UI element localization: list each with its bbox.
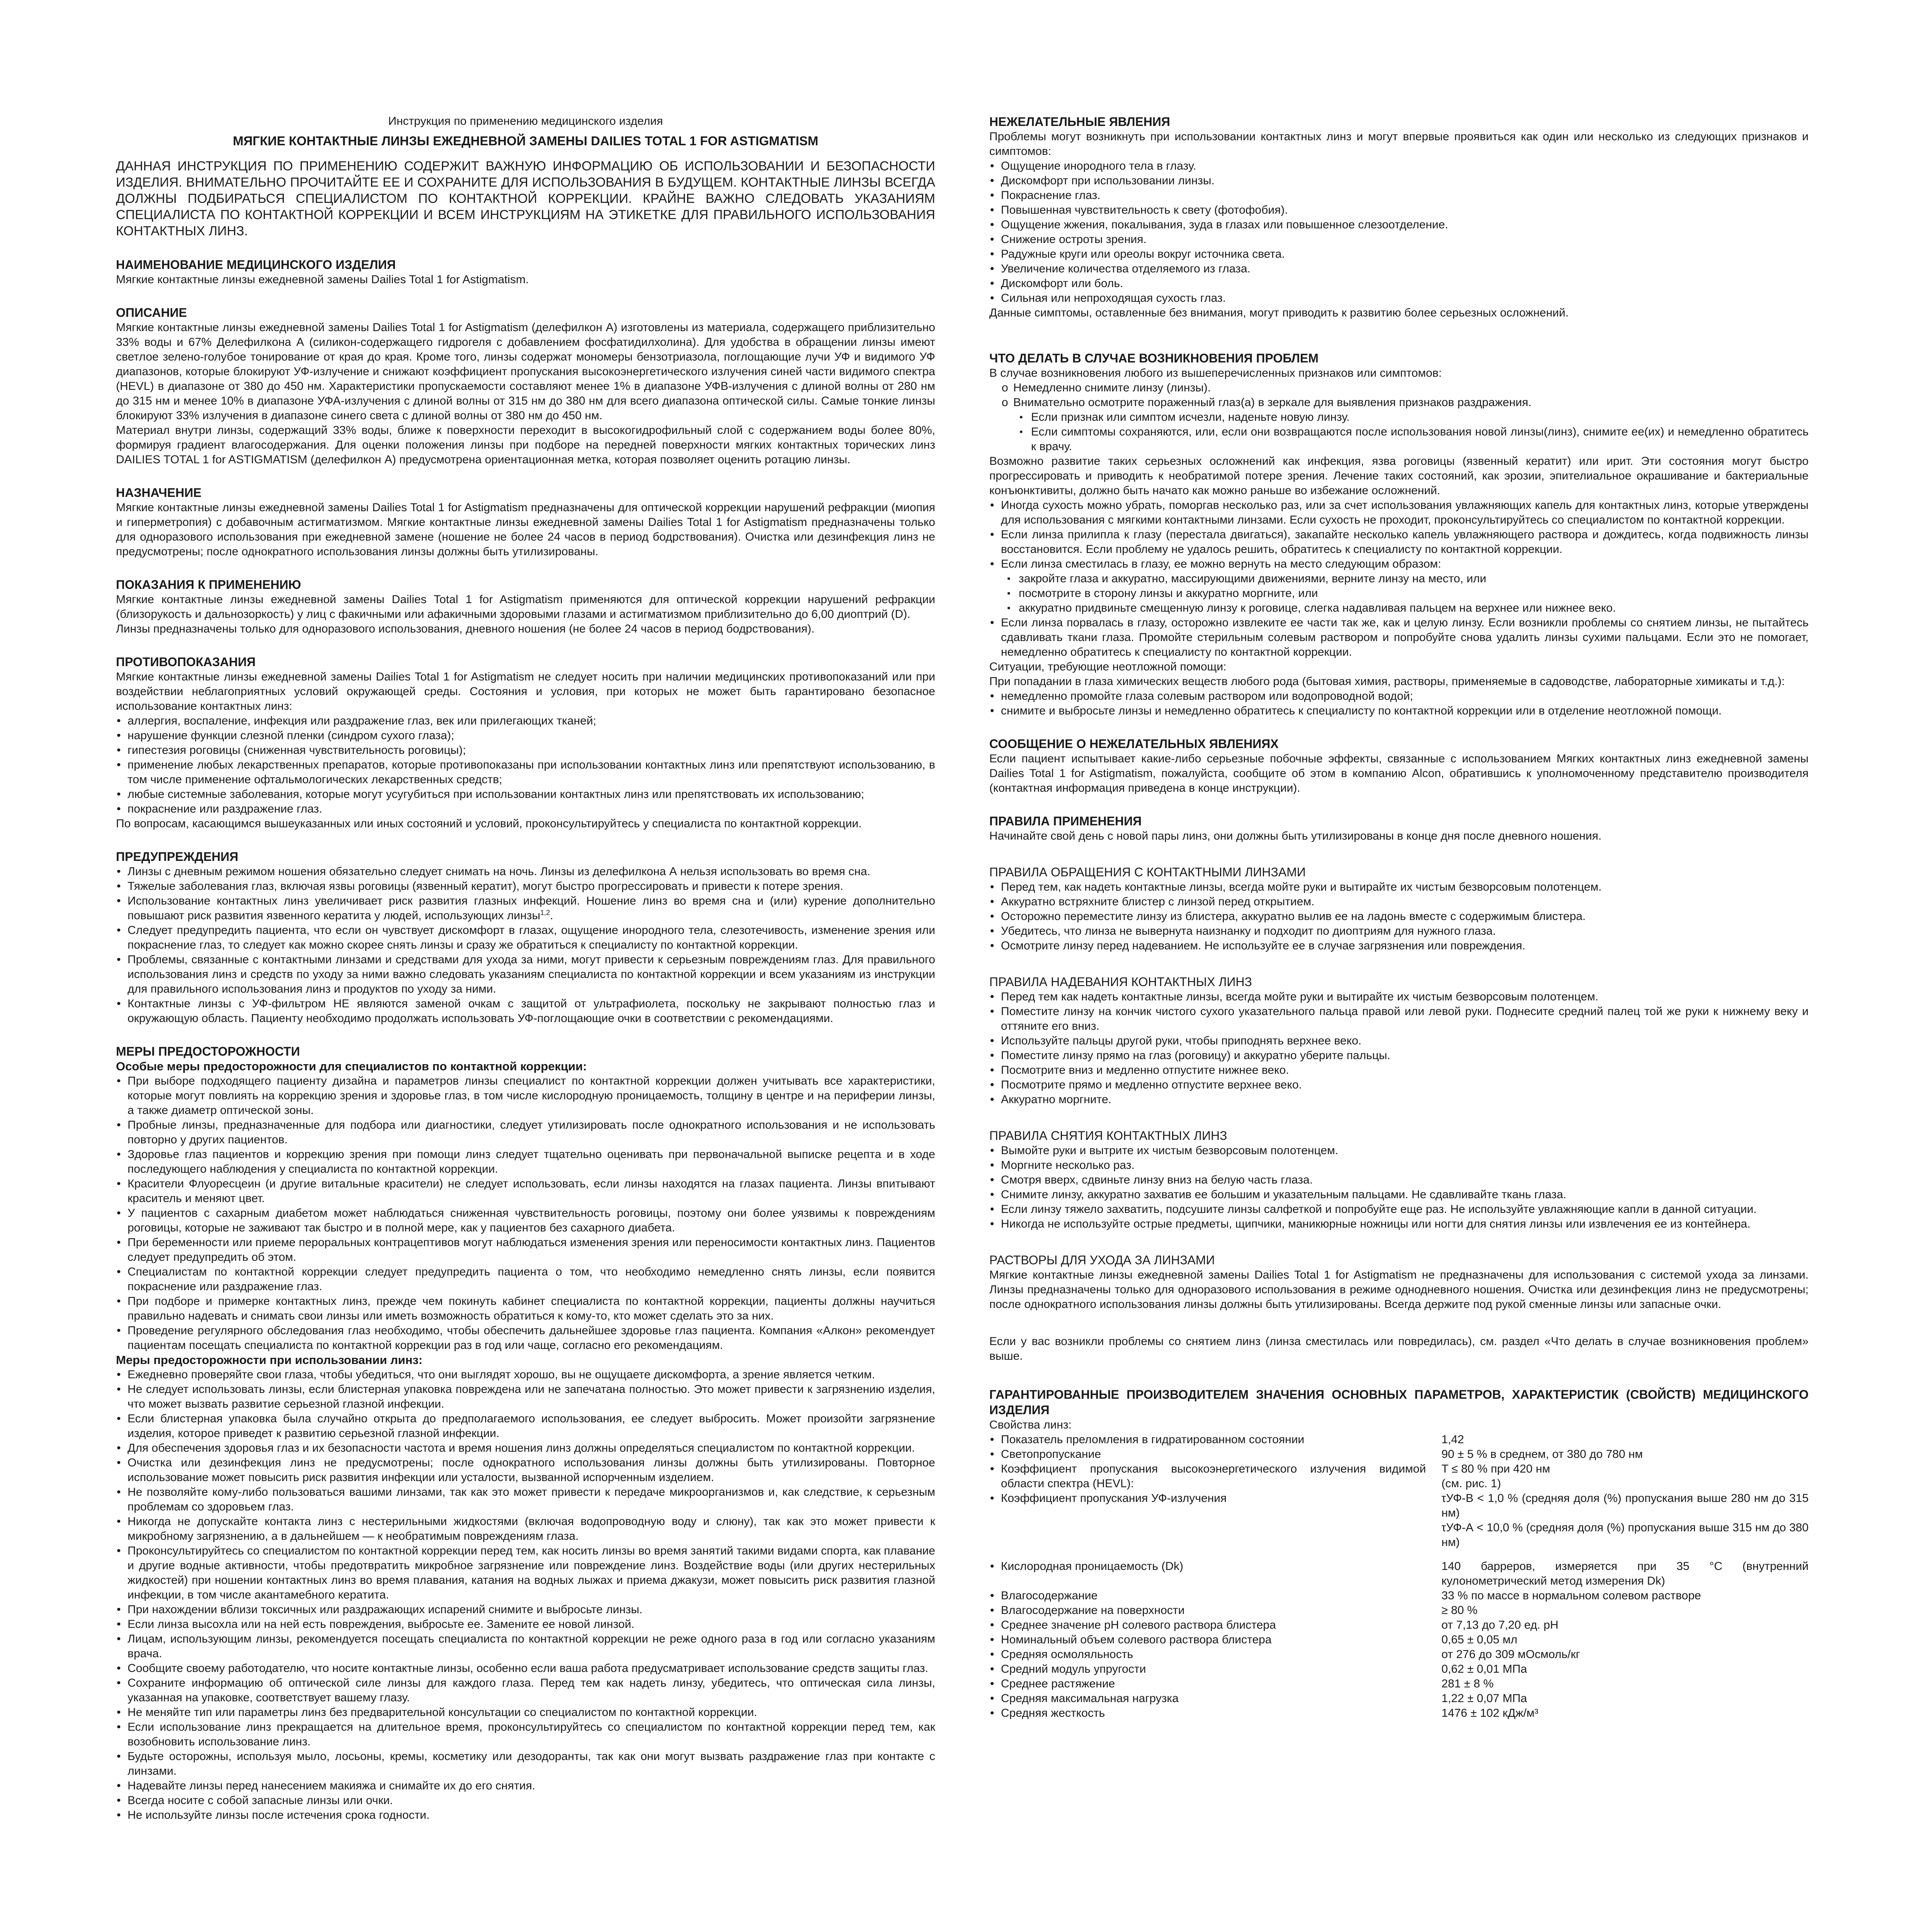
description-p2: Материал внутри линзы, содержащий 33% воды, ближе к поверхности переходит в высокогидрофильный слой с содержанием воды более 80%, формируя градиент влагосодержания. Для оценки положения линзы при подборе на передней поверхности мягких контактных торических линз DAILIES TOTAL 1 for ASTIGMATISM (делефилкон А) предусмотрена ориентационная метка, которая позволяет оценить ротацию линзы.	[116, 424, 935, 466]
problems-urgent: Ситуации, требующие неотложной помощи:	[989, 660, 1227, 673]
name-text: Мягкие контактные линзы ежедневной замены Dailies Total 1 for Astigmatism.	[116, 273, 529, 286]
left-column	[116, 114, 935, 1823]
description-p1: Мягкие контактные линзы ежедневной замены Dailies Total 1 for Astigmatism (делефилкон А) изготовлены из материала, содержащего приблизительно 33% воды и 67% Делефилкона А (силикон-содержащего гидрогеля с добавлением фосфатидилхолина). Для удобства в обращении линзы имеют светлое зелено-голубое тонирование от края до края. Кроме того, линзы содержат мономеры бензотриазола, поглощающие лучи УФ и видимого УФ диапазонов, которые блокируют УФ-излучение и снижают коэффициент пропускания высокоэнергетического излучения синей части видимого спектра (HEVL) в диапазоне от 380 до 450 нм. Характеристики пропускаемости составляют менее 1% в диапазоне УФВ-излучения с длиной волны от 280 нм до 315 нм и менее 10% в диапазоне УФА-излучения с длиной волны от 315 нм до 380 нм для всего диапазона оптической силы. Самые тонкие линзы блокируют 33% излучения в диапазоне синего света с длиной волны от 380 нм до 450 нм.	[116, 321, 935, 422]
list-item: • Лицам, использующим линзы, рекомендуется посещать специалиста по контактной коррекции не реже одного раза в год или согласно указаниям врача.	[116, 1632, 935, 1661]
list-item: • Сообщите своему работодателю, что носите контактные линзы, особенно если ваша работа предусматривает использование средств защиты глаз.	[116, 1661, 935, 1676]
list-item: • У пациентов с сахарным диабетом может наблюдаться сниженная чувствительность роговицы, поэтому они более уязвимы к повреждениям роговицы, которые не заживают так быстро и в полной мере, как у пациентов без сахарного диабета.	[116, 1206, 935, 1235]
list-item: • Тяжелые заболевания глаз, включая язвы роговицы (язвенный кератит), могут быстро прогрессировать и привести к потере зрения.	[116, 879, 935, 894]
params-label: Свойства линз:	[989, 1418, 1072, 1431]
list-item: • Пробные линзы, предназначенные для подбора или диагностики, следует утилизировать после однократного использования и не использовать повторно у других пациентов.	[116, 1118, 935, 1147]
table-row	[989, 1618, 1809, 1633]
list-item: • Иногда сухость можно убрать, поморгав несколько раз, или за счет использования увлажняющих капель для контактных линз, которые утверждены для использования с мягкими контактными линзами. Если сухость не проходит, проконсультируйтесь со специалистом по контактной коррекции.	[989, 498, 1809, 527]
list-item: • Для обеспечения здоровья глаз и их безопасности частота и время ношения линз должны определяться специалистом по контактной коррекции.	[116, 1441, 935, 1456]
list-item: • При подборе и примерке контактных линз, прежде чем покинуть кабинет специалиста по контактной коррекции, пациенты должны научиться правильно надевать и снимать свои линзы или иметь возможность обратиться к кому-то, кто может сделать это за них.	[116, 1294, 935, 1323]
doc-title: МЯГКИЕ КОНТАКТНЫЕ ЛИНЗЫ ЕЖЕДНЕВНОЙ ЗАМЕНЫ DAILIES TOTAL 1 FOR ASTIGMATISM	[233, 134, 818, 148]
param-value: от 7,13 до 7,20 ед. pH	[1441, 1619, 1559, 1631]
param-name: • Среднее растяжение	[989, 1677, 1441, 1691]
list-item: • Дискомфорт или боль.	[989, 276, 1809, 291]
table-row	[989, 1633, 1809, 1647]
insertion-heading: ПРАВИЛА НАДЕВАНИЯ КОНТАКТНЫХ ЛИНЗ	[989, 975, 1252, 989]
param-value: от 276 до 309 мОсмоль/кг	[1441, 1648, 1580, 1661]
list-item: ▪ закройте глаза и аккуратно, массирующими движениями, верните линзу на место, или	[989, 571, 1809, 586]
list-item: • Здоровье глаз пациентов и коррекцию зрения при помощи линз следует тщательно оценивать при первоначальной выписке рецепта и в ходе последующего наблюдения у специалиста по контактной коррекции.	[116, 1147, 935, 1177]
precautions-use-list	[116, 1367, 935, 1823]
list-item: • Всегда носите с собой запасные линзы или очки.	[116, 1793, 935, 1808]
list-item: • Дискомфорт при использовании линзы.	[989, 173, 1809, 188]
list-item: • Специалистам по контактной коррекции следует предупредить пациента о том, что необходимо немедленно снять линзы, если появится покраснение или раздражение глаз.	[116, 1265, 935, 1294]
list-item: • Если линза сместилась в глазу, ее можно вернуть на место следующим образом:	[989, 557, 1809, 571]
param-value: 1,42	[1441, 1433, 1464, 1446]
list-item: o Внимательно осмотрите пораженный глаз(а) в зеркале для выявления признаков раздражения.	[989, 395, 1809, 410]
param-value: 0,65 ± 0,05 мл	[1441, 1633, 1518, 1646]
param-name: • Средняя максимальная нагрузка	[989, 1691, 1441, 1706]
param-value: 1476 ± 102 кДж/м³	[1441, 1707, 1538, 1719]
list-item: • Радужные круги или ореолы вокруг источника света.	[989, 247, 1809, 262]
list-item: • Использование контактных линз увеличивает риск развития глазных инфекций. Ношение линз во время сна и (или) курение дополнительно повышают риск развития язвенного кератита у людей, использующих линзы$^{1,2}$.	[116, 894, 935, 923]
problems-intro: В случае возникновения любого из вышеперечисленных признаков или симптомов:	[989, 367, 1442, 379]
param-name: • Кислородная проницаемость (Dk)	[989, 1559, 1441, 1588]
param-name: • Влагосодержание на поверхности	[989, 1603, 1441, 1618]
param-name: • Средний модуль упругости	[989, 1662, 1441, 1677]
list-item: • Если линза порвалась в глазу, осторожно извлеките ее части так же, как и целую линзу. Если возникли проблемы со снятием линзы, не пытайтесь сдавливать ткани глаза. Промойте стерильным солевым раствором и попробуйте снова удалить линзы сухими пальцами. Если это не помогает, немедленно обратитесь к специалисту по контактной коррекции.	[989, 616, 1809, 660]
list-item: • снимите и выбросьте линзы и немедленно обратитесь к специалисту по контактной коррекции или в отделение неотложной помощи.	[989, 704, 1809, 718]
list-item: • Если блистерная упаковка была случайно открыта до предполагаемого использования, ее следует выбросить. Может произойти загрязнение изделия, которое приведет к развитию серьезной глазной инфекции.	[116, 1412, 935, 1441]
table-row	[989, 1588, 1809, 1603]
param-name: • Средняя жесткость	[989, 1706, 1441, 1721]
precautions-spec-heading: Особые меры предосторожности для специалистов по контактной коррекции:	[116, 1060, 587, 1073]
list-item: • Очистка или дезинфекция линз не предусмотрены; после однократного использования линзы должны быть утилизированы. Повторное использование может повысить риск развития инфекции или усталости, вызванной испорченным изделием.	[116, 1456, 935, 1485]
param-value: 281 ± 8 %	[1441, 1677, 1494, 1690]
table-row	[989, 1559, 1809, 1588]
param-name: • Светопропускание	[989, 1447, 1441, 1462]
purpose-heading: НАЗНАЧЕНИЕ	[116, 486, 202, 500]
indications-p1: Мягкие контактные линзы ежедневной замены Dailies Total 1 for Astigmatism применяются для оптической коррекции нарушений рефракции (близорукость и дальнозоркость) у лиц с факичными или афакичными здоровыми глазами и астигматизмом приблизительно до 6,00 диоптрий (D).	[116, 593, 935, 621]
param-name: • Показатель преломления в гидратированном состоянии	[989, 1432, 1441, 1447]
reporting-text: Если пациент испытывает какие-либо серьезные побочные эффекты, связанные с использованием Мягких контактных линз ежедневной замены Dailies Total 1 for Astigmatism, пожалуйста, сообщите об этом в компанию Alcon, обратившись к уполномоченному представителю производителя (контактная информация приведена в конце инструкции).	[989, 752, 1809, 794]
list-item: • Перед тем, как надеть контактные линзы, всегда мойте руки и вытирайте их чистым безворсовым полотенцем.	[989, 880, 1809, 895]
list-item: • Вымойте руки и вытрите их чистым безворсовым полотенцем.	[989, 1143, 1809, 1158]
param-name: • Коэффициент пропускания высокоэнергетического излучения видимой области спектра (HEVL):	[989, 1462, 1441, 1491]
table-row	[989, 1603, 1809, 1618]
table-row	[989, 1677, 1809, 1691]
precautions-spec-list	[116, 1074, 935, 1353]
indications-p2: Линзы предназначены только для одноразового использования, дневного ношения (не более 24 часов в период бодрствования).	[116, 622, 815, 636]
list-item: • При нахождении вблизи токсичных или раздражающих испарений снимите и выбросьте линзы.	[116, 1602, 935, 1617]
indications-heading: ПОКАЗАНИЯ К ПРИМЕНЕНИЮ	[116, 578, 301, 592]
list-item: • Проведение регулярного обследования глаз необходимо, чтобы обеспечить дальнейшее здоровье глаз пациента. Компания «Алкон» рекомендует пациентам посещать специалиста по контактной коррекции раз в год или чаще, согласно его рекомендациям.	[116, 1323, 935, 1353]
list-item: • Поместите линзу прямо на глаз (роговицу) и аккуратно уберите пальцы.	[989, 1048, 1809, 1063]
list-item: ▪ аккуратно придвиньте смещенную линзу к роговице, слегка надавливая пальцем на верхнее или нижнее веко.	[989, 601, 1809, 616]
contraindications-list	[116, 714, 935, 816]
param-value: 140 барреров, измеряется при 35 °C (внутренний кулонометрический метод измерения Dk)	[1441, 1560, 1809, 1587]
adverse-outro: Данные симптомы, оставленные без внимания, могут приводить к развитию более серьезных осложнений.	[989, 306, 1569, 319]
contraindications-outro: По вопросам, касающимся вышеуказанных или иных состояний и условий, проконсультируйтесь у специалиста по контактной коррекции.	[116, 817, 862, 830]
adverse-list	[989, 159, 1809, 306]
adverse-intro: Проблемы могут возникнуть при использовании контактных линз и могут впервые проявиться как один или несколько из следующих признаков и симптомов:	[989, 130, 1809, 158]
problems-substeps	[989, 410, 1809, 454]
list-item: • Смотря вверх, сдвиньте линзу вниз на белую часть глаза.	[989, 1173, 1809, 1187]
removal-list	[989, 1143, 1809, 1231]
param-value: 90 ± 5 % в среднем, от 380 до 780 нм	[1441, 1448, 1643, 1461]
list-item: • Если линза прилипла к глазу (перестала двигаться), закапайте несколько капель увлажняющего раствора и дождитесь, когда подвижность линзы восстановится. Если проблему не удалось решить, обратитесь к специалисту по контактной коррекции.	[989, 527, 1809, 557]
param-name: • Коэффициент пропускания УФ-излучения	[989, 1491, 1441, 1550]
table-row	[989, 1691, 1809, 1706]
list-item: • Осмотрите линзу перед надеванием. Не используйте ее в случае загрязнения или повреждения.	[989, 939, 1809, 953]
solutions-text2: Если у вас возникли проблемы со снятием линз (линза сместилась или повредилась), см. раздел «Что делать в случае возникновения проблем» выше.	[989, 1335, 1809, 1362]
handling-heading: ПРАВИЛА ОБРАЩЕНИЯ С КОНТАКТНЫМИ ЛИНЗАМИ	[989, 865, 1306, 879]
purpose-text: Мягкие контактные линзы ежедневной замены Dailies Total 1 for Astigmatism предназначены для оптической коррекции нарушений рефракции (миопия и гиперметропия) с добавочным астигматизмом. Мягкие контактные линзы ежедневной замены Dailies Total 1 for Astigmatism предназначены только для одноразового использования при ежедневной замене (ношение не более 24 часов в период бодрствования). Очистка или дезинфекция линз не предусмотрены; после однократного использования линзы должны быть утилизированы.	[116, 501, 935, 558]
list-item: • Надевайте линзы перед нанесением макияжа и снимайте их до его снятия.	[116, 1779, 935, 1793]
list-item: ▪ посмотрите в сторону линзы и аккуратно моргните, или	[989, 586, 1809, 601]
name-heading: НАИМЕНОВАНИЕ МЕДИЦИНСКОГО ИЗДЕЛИЯ	[116, 258, 396, 272]
list-item: • Ежедневно проверяйте свои глаза, чтобы убедиться, что они выглядят хорошо, вы не ощущаете дискомфорта, а зрение является четким.	[116, 1367, 935, 1382]
problems-steps	[989, 381, 1809, 410]
warnings-heading: ПРЕДУПРЕЖДЕНИЯ	[116, 850, 238, 864]
adverse-heading: НЕЖЕЛАТЕЛЬНЫЕ ЯВЛЕНИЯ	[989, 115, 1170, 129]
list-item: • Снижение остроты зрения.	[989, 232, 1809, 247]
list-item: • покраснение или раздражение глаз.	[116, 802, 935, 816]
list-item: • Красители Флуоресцеин (и другие витальные красители) не следует использовать, если линзы находятся на глазах пациента. Линзы впитывают краситель и меняют цвет.	[116, 1177, 935, 1206]
list-item: ▪ Если симптомы сохраняются, или, если они возвращаются после использования новой линзы(линз), снимите ее(их) и немедленно обратитесь к врачу.	[989, 425, 1809, 454]
doc-header: Инструкция по применению медицинского изделия	[388, 115, 663, 128]
list-item: • Если линзу тяжело захватить, подсушите линзы салфеткой и попробуйте еще раз. Не используйте увлажняющие капли в данной ситуации.	[989, 1202, 1809, 1217]
problems-serious: Возможно развитие таких серьезных осложнений как инфекция, язва роговицы (язвенный кератит) или ирит. Эти состояния могут быстро прогрессировать и приводить к необратимой потере зрения. Лечение таких состояний, как эрозии, эпителиальное окрашивание и бактериальные конъюнктивиты, должно быть начато как можно раньше во избежание осложнений.	[989, 455, 1809, 497]
description-heading: ОПИСАНИЕ	[116, 306, 187, 320]
reporting-heading: СООБЩЕНИЕ О НЕЖЕЛАТЕЛЬНЫХ ЯВЛЕНИЯХ	[989, 737, 1279, 751]
list-item: • Сохраните информацию об оптической силе линзы для каждого глаза. Перед тем как надеть линзу, убедитесь, что оптическая сила линзы, указанная на упаковке, соответствует вашему глазу.	[116, 1676, 935, 1705]
list-item: • Следует предупредить пациента, что если он чувствует дискомфорт в глазах, ощущение инородного тела, слезотечивость, изменение зрения или покраснение глаз, то следует как можно скорее снять линзы и сразу же обратиться к специалисту по контактной коррекции.	[116, 923, 935, 952]
list-item: • Используйте пальцы другой руки, чтобы приподнять верхнее веко.	[989, 1034, 1809, 1048]
list-item: • Посмотрите вниз и медленно отпустите нижнее веко.	[989, 1063, 1809, 1078]
param-name: • Средняя осмоляльность	[989, 1647, 1441, 1662]
table-row	[989, 1462, 1809, 1491]
insertion-list	[989, 990, 1809, 1107]
list-item: • Если линза высохла или на ней есть повреждения, выбросьте ее. Замените ее новой линзой.	[116, 1617, 935, 1632]
list-item: • Линзы с дневным режимом ношения обязательно следует снимать на ночь. Линзы из делефилкона А нельзя использовать во время сна.	[116, 864, 935, 879]
list-item: • Не следует использовать линзы, если блистерная упаковка повреждена или не запечатана полностью. Это может привести к загрязнению изделия, что может вызвать развитие серьезной глазной инфекции.	[116, 1382, 935, 1412]
list-item: • Поместите линзу на кончик чистого сухого указательного пальца правой или левой руки. Поднесите средний палец той же руки к нижнему веку и оттяните его вниз.	[989, 1004, 1809, 1034]
list-item: • Контактные линзы с УФ-фильтром НЕ являются заменой очкам с защитой от ультрафиолета, поскольку не закрывают полностью глаз и окружающую область. Пациенту необходимо продолжать использовать УФ-поглощающие очки в соответствии с рекомендациями.	[116, 997, 935, 1026]
list-item: • При выборе подходящего пациенту дизайна и параметров линзы специалист по контактной коррекции должен учитывать все характеристики, которые могут повлиять на коррекцию зрения и здоровье глаз, в том числе кислородную проницаемость, толщину в центре и на периферии линзы, а также диаметр оптической зоны.	[116, 1074, 935, 1118]
problems-moved-list	[989, 571, 1809, 616]
precautions-heading: МЕРЫ ПРЕДОСТОРОЖНОСТИ	[116, 1044, 300, 1059]
handling-list	[989, 880, 1809, 953]
param-value: 1,22 ± 0,07 МПа	[1441, 1692, 1527, 1705]
removal-heading: ПРАВИЛА СНЯТИЯ КОНТАКТНЫХ ЛИНЗ	[989, 1129, 1227, 1143]
problems-list	[989, 498, 1809, 571]
param-value: 0,62 ± 0,01 МПа	[1441, 1663, 1527, 1675]
list-item: • Не позволяйте кому-либо пользоваться вашими линзами, так как это может привести к передаче микроорганизмов и, как следствие, к серьезным проблемам со здоровьем глаз.	[116, 1485, 935, 1514]
list-item: • Проблемы, связанные с контактными линзами и средствами для ухода за ними, могут привести к серьезным повреждениям глаз. Для правильного использования линз и средств по уходу за ними важно следовать указаниям специалиста по контактной коррекции и всем указаниям из инструкции для правильного использования линз и продуктов по уходу за ними.	[116, 952, 935, 997]
params-heading: ГАРАНТИРОВАННЫЕ ПРОИЗВОДИТЕЛЕМ ЗНАЧЕНИЯ ОСНОВНЫХ ПАРАМЕТРОВ, ХАРАКТЕРИСТИК (СВОЙСТВ) МЕДИЦИНСКОГО ИЗДЕЛИЯ	[989, 1388, 1809, 1417]
list-item: • Моргните несколько раз.	[989, 1158, 1809, 1173]
table-row	[989, 1491, 1809, 1550]
list-item: • Аккуратно встряхните блистер с линзой перед открытием.	[989, 895, 1809, 909]
table-row	[989, 1706, 1809, 1721]
right-column	[989, 114, 1809, 1721]
contraindications-heading: ПРОТИВОПОКАЗАНИЯ	[116, 655, 256, 669]
contraindications-intro: Мягкие контактные линзы ежедневной замены Dailies Total 1 for Astigmatism не следует носить при наличии медицинских противопоказаний или при воздействии неблагоприятных условий окружающей среды. Состояния и условия, при которых не может быть гарантировано безопасное использование контактных линз:	[116, 670, 935, 713]
list-item: • применение любых лекарственных препаратов, которые противопоказаны при использовании контактных линз или препятствуют использованию, в том числе применение офтальмологических лекарственных средств;	[116, 758, 935, 787]
reference-mark: 1,2	[540, 909, 550, 917]
list-item: • Посмотрите прямо и медленно отпустите верхнее веко.	[989, 1078, 1809, 1092]
problems-torn-list	[989, 616, 1809, 660]
param-name: • Номинальный объем солевого раствора блистера	[989, 1633, 1441, 1647]
list-item: • Будьте осторожны, используя мыло, лосьоны, кремы, косметику или дезодоранты, так как они могут вызвать раздражение глаз при контакте с линзами.	[116, 1749, 935, 1779]
list-item: ▪ Если признак или симптом исчезли, наденьте новую линзу.	[989, 410, 1809, 425]
list-item: • Если использование линз прекращается на длительное время, проконсультируйтесь со специалистом по контактной коррекции перед тем, как возобновить использование линз.	[116, 1720, 935, 1749]
rules-text: Начинайте свой день с новой пары линз, они должны быть утилизированы в конце дня после дневного ношения.	[989, 830, 1602, 842]
param-value: τУФ-В < 1,0 % (средняя доля (%) пропускания выше 280 нм до 315 нм) τУФ-А < 10,0 % (средняя доля (%) пропускания выше 315 нм до 380 нм)	[1441, 1492, 1809, 1549]
list-item: • Никогда не допускайте контакта линз с нестерильными жидкостями (включая водопроводную воду и слюну), так как это может привести к микробному загрязнению, а в дальнейшем — к необратимым повреждениям глаза.	[116, 1514, 935, 1544]
list-item: • Ощущение жжения, покалывания, зуда в глазах или повышенное слезоотделение.	[989, 218, 1809, 232]
list-item: o Немедленно снимите линзу (линзы).	[989, 381, 1809, 395]
list-item: • Аккуратно моргните.	[989, 1092, 1809, 1107]
list-item: • Не используйте линзы после истечения срока годности.	[116, 1808, 935, 1823]
list-item: • Никогда не используйте острые предметы, щипчики, маникюрные ножницы или ногти для снятия линзы или извлечения ее из контейнера.	[989, 1217, 1809, 1231]
list-item: • Снимите линзу, аккуратно захватив ее большим и указательным пальцами. Не сдавливайте ткань глаза.	[989, 1187, 1809, 1202]
param-name: • Среднее значение pH солевого раствора блистера	[989, 1618, 1441, 1633]
list-item: • При беременности или приеме пероральных контрацептивов могут наблюдаться изменения зрения или переносимости контактных линз. Пациентов следует предупредить об этом.	[116, 1235, 935, 1265]
list-item: • аллергия, воспаление, инфекция или раздражение глаз, век или прилегающих тканей;	[116, 714, 935, 728]
param-value: ≥ 80 %	[1441, 1604, 1478, 1617]
solutions-heading: РАСТВОРЫ ДЛЯ УХОДА ЗА ЛИНЗАМИ	[989, 1253, 1215, 1267]
param-value: T ≤ 80 % при 420 нм (см. рис. 1)	[1441, 1463, 1550, 1490]
list-item: • Повышенная чувствительность к свету (фотофобия).	[989, 203, 1809, 218]
problems-chem: При попадании в глаза химических веществ любого рода (бытовая химия, растворы, применяемые в садоводстве, лабораторные химикаты и т.д.):	[989, 675, 1785, 688]
rules-heading: ПРАВИЛА ПРИМЕНЕНИЯ	[989, 814, 1142, 828]
warnings-list	[116, 864, 935, 1026]
list-item: • гипестезия роговицы (сниженная чувствительность роговицы);	[116, 743, 935, 758]
list-item: • Не меняйте тип или параметры линз без предварительной консультации со специалистом по контактной коррекции.	[116, 1705, 935, 1720]
doc-intro: ДАННАЯ ИНСТРУКЦИЯ ПО ПРИМЕНЕНИЮ СОДЕРЖИТ ВАЖНУЮ ИНФОРМАЦИЮ ОБ ИСПОЛЬЗОВАНИИ И БЕЗОПАСНОСТИ ИЗДЕЛИЯ. ВНИМАТЕЛЬНО ПРОЧИТАЙТЕ ЕЕ И СОХРАНИТЕ ДЛЯ ИСПОЛЬЗОВАНИЯ В БУДУЩЕМ. КОНТАКТНЫЕ ЛИНЗЫ ВСЕГДА ДОЛЖНЫ ПОДБИРАТЬСЯ СПЕЦИАЛИСТОМ ПО КОНТАКТНОЙ КОРРЕКЦИИ. КРАЙНЕ ВАЖНО СЛЕДОВАТЬ УКАЗАНИЯМ СПЕЦИАЛИСТА ПО КОНТАКТНОЙ КОРРЕКЦИИ И ВСЕМ ИНСТРУКЦИЯМ НА ЭТИКЕТКЕ ДЛЯ ПРАВИЛЬНОГО ИСПОЛЬЗОВАНИЯ КОНТАКТНЫХ ЛИНЗ.	[116, 159, 935, 239]
table-row	[989, 1447, 1809, 1462]
table-row	[989, 1662, 1809, 1677]
param-value: 33 % по массе в нормальном солевом растворе	[1441, 1589, 1701, 1602]
list-item: • Проконсультируйтесь со специалистом по контактной коррекции перед тем, как носить линзы во время занятий такими видами спорта, как плавание и другие водные активности, чтобы предотвратить микробное загрязнение или повреждение линз. Воздействие воды (или других нестерильных жидкостей) при ношении контактных линз во время плавания, катания на водных лыжах и приема джакузи, может повысить риск развития глазной инфекции, в том числе акантамебного кератита.	[116, 1544, 935, 1602]
list-item: • Увеличение количества отделяемого из глаза.	[989, 262, 1809, 276]
problems-heading: ЧТО ДЕЛАТЬ В СЛУЧАЕ ВОЗНИКНОВЕНИЯ ПРОБЛЕМ	[989, 351, 1319, 365]
problems-chem-list	[989, 689, 1809, 718]
list-item: • Осторожно переместите линзу из блистера, аккуратно вылив ее на ладонь вместе с содержимым блистера.	[989, 909, 1809, 924]
list-item: • Покраснение глаз.	[989, 188, 1809, 203]
list-item: • Ощущение инородного тела в глазу.	[989, 159, 1809, 173]
param-name: • Влагосодержание	[989, 1588, 1441, 1603]
list-item: • Перед тем как надеть контактные линзы, всегда мойте руки и вытирайте их чистым безворсовым полотенцем.	[989, 990, 1809, 1004]
table-row	[989, 1432, 1809, 1447]
params-table	[989, 1432, 1809, 1721]
list-item: • нарушение функции слезной пленки (синдром сухого глаза);	[116, 728, 935, 743]
solutions-text: Мягкие контактные линзы ежедневной замены Dailies Total 1 for Astigmatism не предназначены для использования с системой ухода за линзами. Линзы предназначены только для одноразового использования в режиме однодневного ношения. Очистка или дезинфекция линз не предусмотрены; после однократного использования линзы должны быть утилизированы. Всегда держите под рукой сменные линзы или запасные очки.	[989, 1269, 1809, 1311]
list-item: • любые системные заболевания, которые могут усугубиться при использовании контактных линз или препятствовать их использованию;	[116, 787, 935, 802]
list-item: • Сильная или непроходящая сухость глаз.	[989, 291, 1809, 306]
list-item: • немедленно промойте глаза солевым раствором или водопроводной водой;	[989, 689, 1809, 704]
precautions-use-heading: Меры предосторожности при использовании линз:	[116, 1353, 423, 1367]
table-row	[989, 1647, 1809, 1662]
warning-text: Использование контактных линз увеличивает риск развития глазных инфекций. Ношение линз во время сна и (или) курение дополнительно повышают риск развития язвенного кератита у людей, использующих линзы	[128, 895, 935, 922]
list-item: • Убедитесь, что линза не вывернута наизнанку и подходит по диоптриям для нужного глаза.	[989, 924, 1809, 939]
